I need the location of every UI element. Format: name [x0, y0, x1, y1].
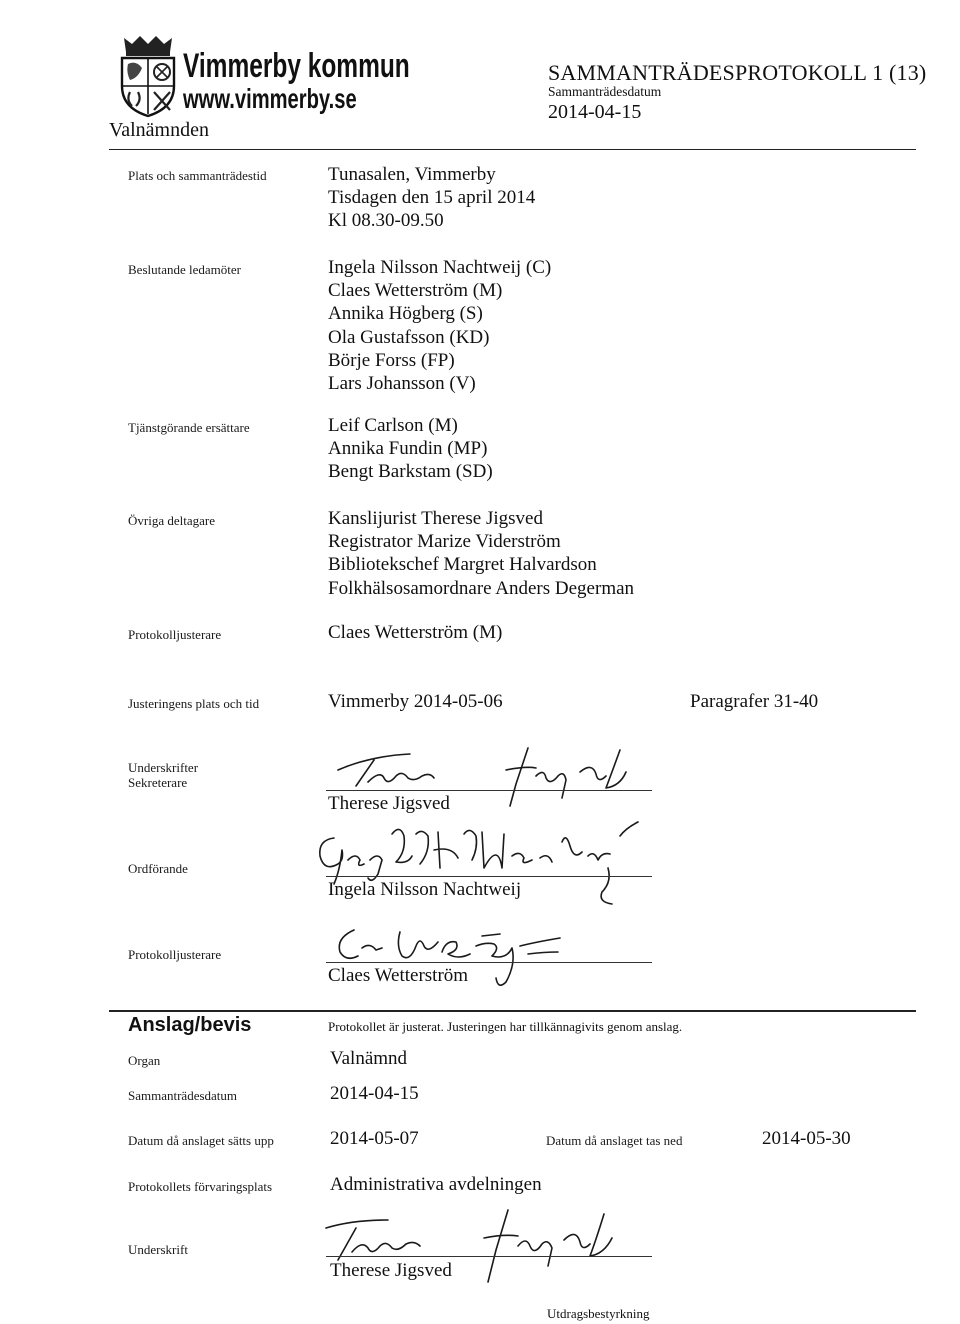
protocol-title-text: SAMMANTRÄDESPROTOKOLL — [548, 60, 867, 85]
coat-of-arms-logo — [118, 34, 178, 118]
adjuster-name: Claes Wetterström — [328, 965, 469, 986]
substitutes-label: Tjänstgörande ersättare — [128, 420, 250, 435]
signatures-label — [128, 760, 198, 790]
other-participant: Folkhälsosamordnare Anders Degerman — [328, 577, 635, 599]
extract-label: Utdragsbestyrkning — [547, 1306, 650, 1321]
adjuster-signature-line — [326, 962, 652, 963]
adjuster-value: Claes Wetterström (M) — [328, 622, 503, 643]
place-line: Tunasalen, Vimmerby — [328, 164, 496, 185]
organ-value: Valnämnd — [330, 1048, 408, 1069]
members-list — [328, 256, 551, 395]
place-label: Plats och sammanträdestid — [128, 168, 267, 183]
signature-label: Underskrift — [128, 1242, 188, 1257]
meeting-date-value: 2014-04-15 — [330, 1083, 419, 1104]
secretary-name: Therese Jigsved — [328, 793, 450, 814]
notice-statement: Protokollet är justerat. Justeringen har tillkännagivits genom anslag. — [328, 1019, 683, 1034]
municipality-name: Vimmerby kommun — [183, 47, 410, 85]
member: Lars Johansson (V) — [328, 373, 476, 395]
others-label: Övriga deltagare — [128, 513, 215, 528]
chair-signature-line — [326, 876, 652, 877]
adjust-place-label: Justeringens plats och tid — [128, 696, 260, 711]
place-line: Kl 08.30-09.50 — [328, 210, 444, 232]
department-name: Valnämnden — [109, 119, 209, 141]
member: Börje Forss (FP) — [328, 349, 455, 371]
place-lines — [328, 163, 535, 233]
paragraphs-value: Paragrafer 31-40 — [690, 691, 819, 712]
member: Ingela Nilsson Nachtweij (C) — [328, 257, 552, 278]
notice-heading: Anslag/bevis — [128, 1014, 252, 1036]
header-date: 2014-04-15 — [548, 101, 642, 123]
page-indicator: 1 (13) — [872, 60, 927, 85]
other-participant: Kanslijurist Therese Jigsved — [328, 508, 543, 529]
secretary-signature-line — [326, 790, 652, 791]
member: Annika Högberg (S) — [328, 303, 483, 325]
other-participant: Registrator Marize Viderström — [328, 531, 561, 553]
substitutes-list — [328, 414, 493, 484]
posted-date: 2014-05-07 — [330, 1128, 419, 1149]
notice-signature-line — [326, 1256, 652, 1257]
protocol-title — [548, 60, 926, 86]
adjust-place-value: Vimmerby 2014-05-06 — [328, 691, 503, 712]
others-list — [328, 507, 634, 600]
member: Claes Wetterström (M) — [328, 280, 503, 302]
other-participant: Bibliotekschef Margret Halvardson — [328, 554, 597, 576]
chair-label: Ordförande — [128, 861, 188, 876]
adjuster-sign-label: Protokolljusterare — [128, 947, 222, 962]
place-line: Tisdagen den 15 april 2014 — [328, 187, 536, 209]
organ-label: Organ — [128, 1053, 161, 1068]
storage-value: Administrativa avdelningen — [330, 1174, 542, 1195]
municipality-website[interactable]: www.vimmerby.se — [183, 83, 357, 114]
substitute: Leif Carlson (M) — [328, 415, 458, 436]
removed-label: Datum då anslaget tas ned — [546, 1133, 683, 1148]
chair-name: Ingela Nilsson Nachtweij — [328, 879, 522, 900]
label-secretary: Sekreterare — [128, 775, 188, 790]
member: Ola Gustafsson (KD) — [328, 326, 490, 348]
posted-label: Datum då anslaget sätts upp — [128, 1133, 274, 1148]
header-rule — [109, 149, 916, 150]
signer-name: Therese Jigsved — [330, 1260, 452, 1281]
notice-rule — [109, 1010, 916, 1012]
storage-label: Protokollets förvaringsplats — [128, 1179, 273, 1194]
date-label: Sammanträdesdatum — [548, 84, 662, 99]
adjuster-label: Protokolljusterare — [128, 627, 222, 642]
members-label: Beslutande ledamöter — [128, 262, 241, 277]
substitute: Annika Fundin (MP) — [328, 438, 488, 460]
substitute: Bengt Barkstam (SD) — [328, 461, 493, 483]
meeting-date-label: Sammanträdesdatum — [128, 1088, 238, 1103]
label-signatures: Underskrifter — [128, 760, 199, 775]
removed-date: 2014-05-30 — [762, 1128, 851, 1149]
